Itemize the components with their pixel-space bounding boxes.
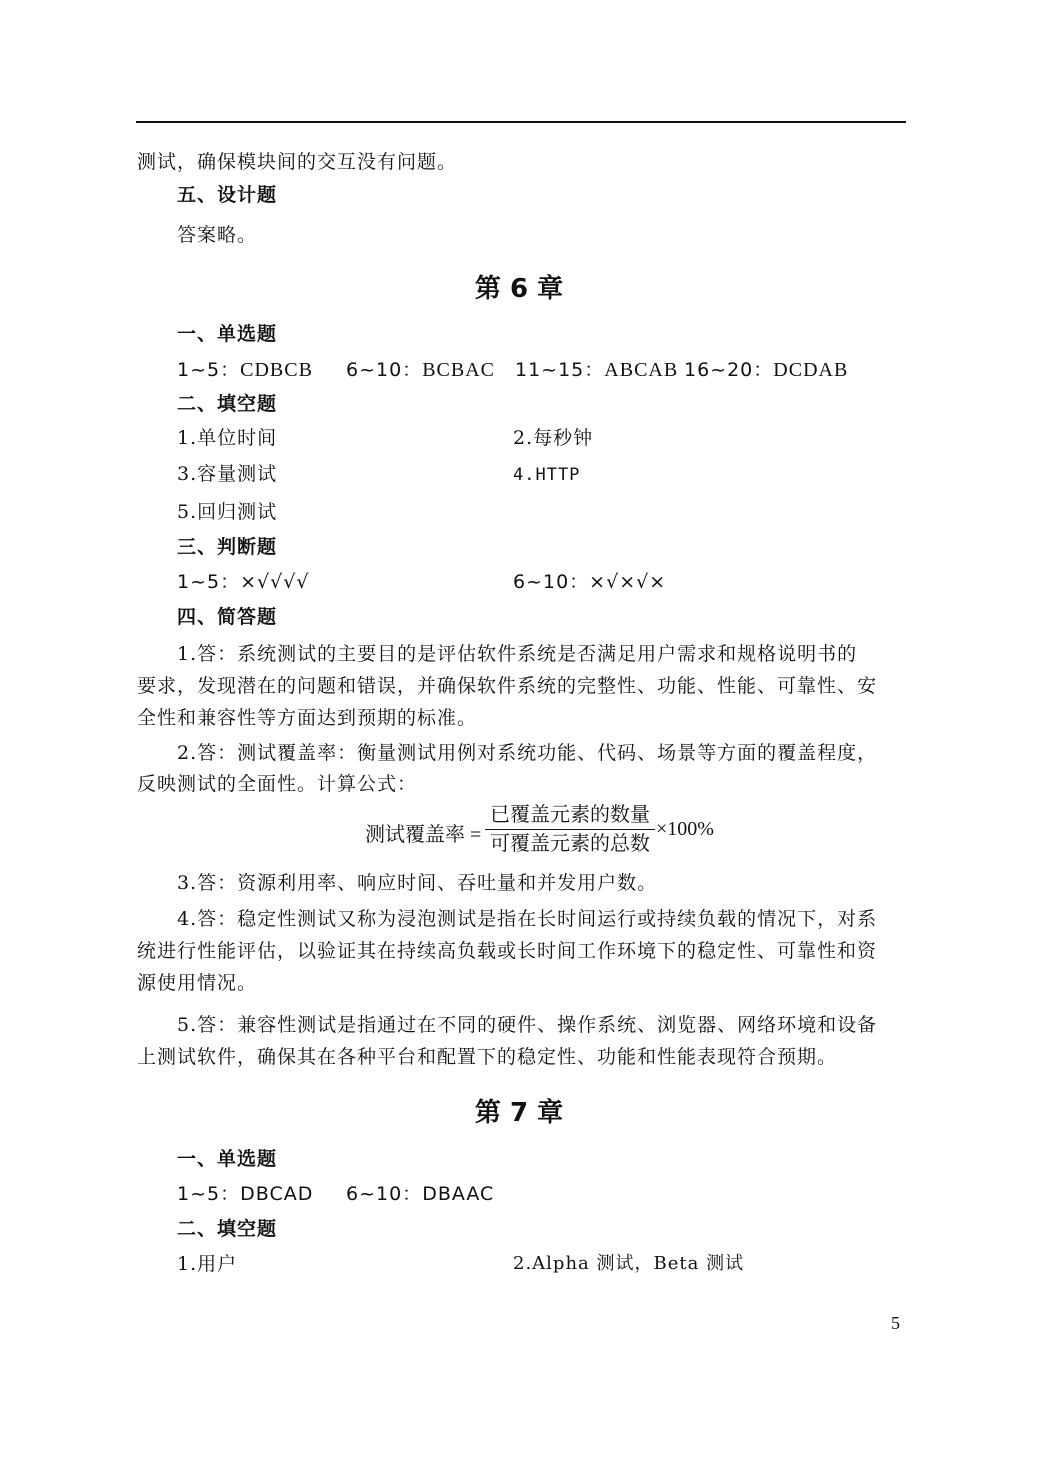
answer-row [177,1182,313,1206]
section-heading: 二、填空题 [177,1218,278,1240]
text-line: 答案略。 [177,224,258,246]
section-heading: 二、填空题 [177,393,278,415]
fill-answer: 1.用户 [177,1253,238,1275]
paragraph-line: 2.答：测试覆盖率：衡量测试用例对系统功能、代码、场景等方面的覆盖程度， [177,742,878,764]
fill-answer: 4.HTTP [513,465,581,485]
header-rule [136,121,906,123]
section-heading: 四、简答题 [177,606,278,628]
answer-row [346,1182,494,1206]
answer-letters: DBAAC [422,1183,495,1205]
page-number: 5 [891,1313,900,1333]
fill-answer: 2.Alpha 测试，Beta 测试 [513,1253,745,1274]
fraction-bar [485,829,655,830]
section-heading: 一、单选题 [177,323,278,345]
fill-answer: 2.每秒钟 [513,427,594,449]
formula-lhs: 测试覆盖率 = [365,824,482,846]
answer-range: 1~5： [177,1183,241,1205]
paragraph-line: 全性和兼容性等方面达到预期的标准。 [137,707,478,729]
paragraph-line: 源使用情况。 [137,972,258,994]
answer-letters: DCDAB [773,359,849,381]
paragraph-line: 上测试软件，确保其在各种平台和配置下的稳定性、功能和性能表现符合预期。 [137,1046,838,1068]
paragraph-line: 5.答：兼容性测试是指通过在不同的硬件、操作系统、浏览器、网络环境和设备 [177,1014,878,1036]
paragraph-line: 反映测试的全面性。计算公式： [137,773,418,795]
fill-answer: 3.容量测试 [177,463,278,485]
answer-range: 1~5： [177,359,241,381]
fill-answer: 1.单位时间 [177,427,278,449]
formula-denominator: 可覆盖元素的总数 [490,833,650,855]
answer-row [515,358,678,382]
answer-range: 11~15： [515,359,605,381]
section-heading: 一、单选题 [177,1148,278,1170]
answer-letters: CDBCB [240,359,313,381]
section-heading: 三、判断题 [177,536,278,558]
paragraph-line: 1.答：系统测试的主要目的是评估软件系统是否满足用户需求和规格说明书的 [177,643,858,665]
text-line: 测试，确保模块间的交互没有问题。 [137,151,458,173]
paragraph-line: 4.答：稳定性测试又称为浸泡测试是指在长时间运行或持续负载的情况下，对系 [177,908,878,930]
formula-numerator: 已覆盖元素的数量 [490,804,650,826]
answer-letters: DBCAD [240,1183,314,1205]
fill-answer: 5.回归测试 [177,501,278,523]
answer-row [346,358,495,382]
formula-fraction [485,802,655,857]
judgement-answer: 1~5：×√√√√ [177,571,310,593]
paragraph-line: 3.答：资源利用率、响应时间、吞吐量和并发用户数。 [177,872,658,894]
answer-row [177,358,313,382]
answer-range: 6~10： [346,359,423,381]
paragraph-line: 统进行性能评估，以验证其在持续高负载或长时间工作环境下的稳定性、可靠性和资 [137,940,878,962]
chapter-title: 第 6 章 [474,274,564,304]
answer-letters: ABCAB [604,359,679,381]
paragraph-line: 要求，发现潜在的问题和错误，并确保软件系统的完整性、功能、性能、可靠性、安 [137,675,878,697]
section-heading: 五、设计题 [177,184,278,206]
answer-range: 6~10： [346,1183,423,1205]
chapter-title: 第 7 章 [474,1098,564,1128]
answer-letters: BCBAC [422,359,495,381]
judgement-answer: 6~10：×√×√× [513,571,667,593]
answer-row [684,358,848,382]
formula-rhs: ×100% [656,818,714,840]
answer-range: 16~20： [684,359,774,381]
